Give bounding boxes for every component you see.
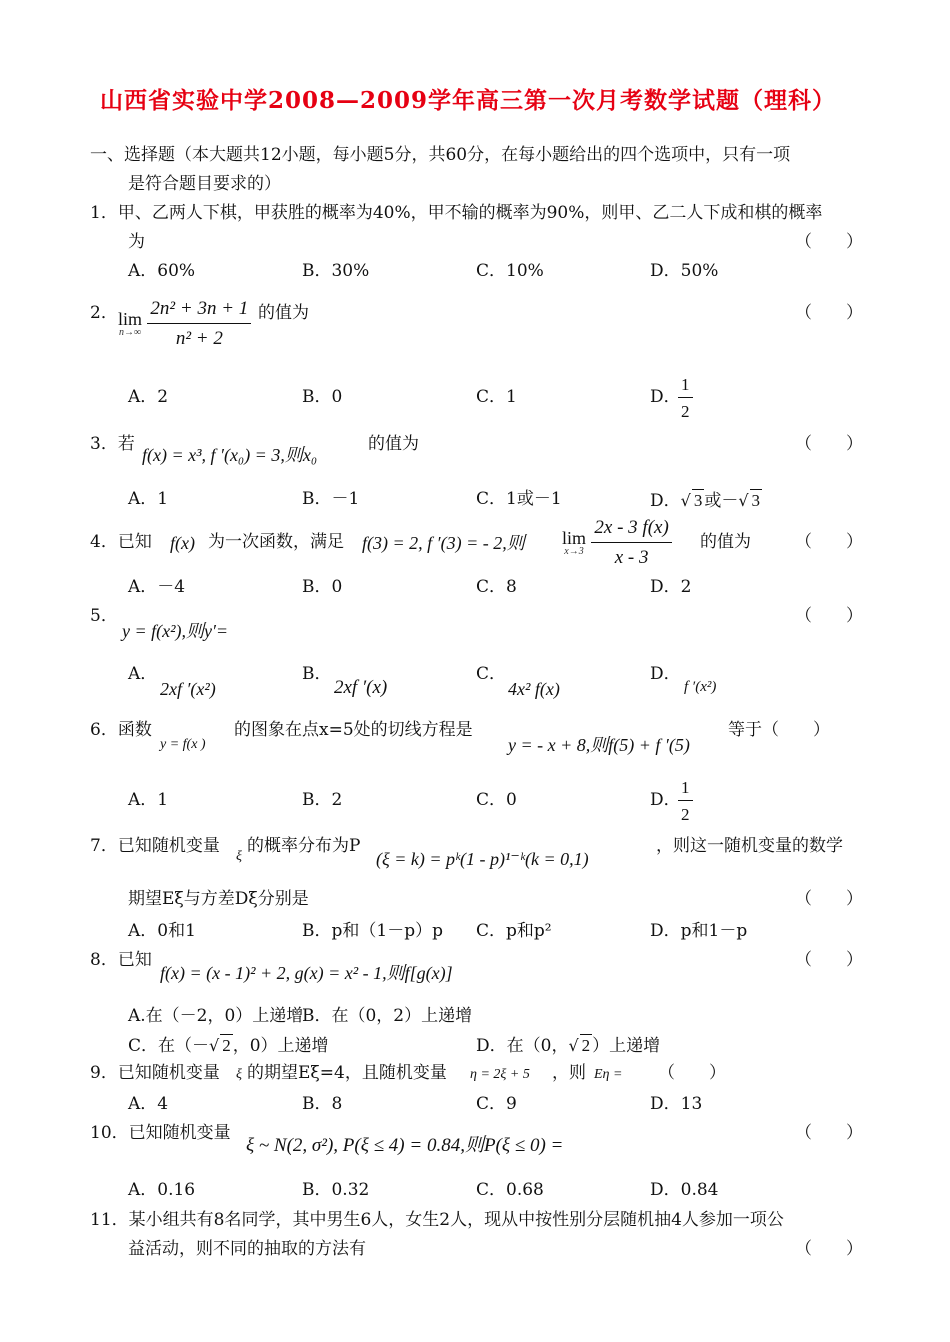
q4-answer-paren: （ ） <box>795 532 863 552</box>
q7-suffix: ，则这一随机变量的数学 <box>656 836 843 856</box>
q6-function: y = f(x ) <box>160 737 206 752</box>
q5-option-d: D． <box>650 664 681 684</box>
q4-limit-expression: lim x→3 $\frac{2x - 3 f(x)}{x - 3}$ <box>562 516 672 570</box>
q1-stem: 1．甲、乙两人下棋，甲获胜的概率为40%，甲不输的概率为90%，则甲、乙二人下成和棋的概率 <box>90 203 823 223</box>
q10-option-b: B．0.32 <box>302 1180 370 1200</box>
q4-number: 4．已知 <box>90 532 152 552</box>
q1-option-a: A．60% <box>128 261 196 281</box>
page-title: 山西省实验中学2008—2009学年高三第一次月考数学试题（理科） <box>100 87 837 114</box>
q2-option-d: D． <box>650 387 681 407</box>
q4-stem: 为一次函数，满足 <box>208 532 344 552</box>
q11-stem: 11．某小组共有8名同学，其中男生6人，女生2人，现从中按性别分层随机抽4人参加一项公 <box>90 1210 784 1230</box>
q2-limit: lim n→∞ <box>118 308 143 339</box>
q1-answer-paren: （ ） <box>795 232 863 252</box>
q7-distribution: (ξ = k) = pᵏ(1 - p)¹⁻ᵏ(k = 0,1) <box>376 849 589 869</box>
q10-expression: ξ ~ N(2, σ²), P(ξ ≤ 4) = 0.84,则P(ξ ≤ 0) = <box>246 1135 564 1156</box>
q7-option-a: A．0和1 <box>128 921 196 941</box>
q10-option-d: D．0.84 <box>650 1180 719 1200</box>
q9-answer-paren: （ ） <box>658 1063 726 1083</box>
q10-number: 10．已知随机变量 <box>90 1123 231 1143</box>
q2-option-d-fraction: $\frac{1}{2}$ <box>678 374 693 423</box>
q3-option-a: A．1 <box>128 489 169 509</box>
q1-stem-cont: 为 <box>128 232 145 252</box>
q6-stem: 的图象在点x=5处的切线方程是 <box>234 720 473 740</box>
q3-suffix: 的值为 <box>368 434 419 454</box>
q9-eta: η = 2ξ + 5 <box>470 1067 530 1082</box>
q4-fx: f(x) <box>170 533 195 553</box>
q7-stem-cont: 期望Eξ与方差Dξ分别是 <box>128 889 309 909</box>
q5-expression: y = f(x²),则y′= <box>122 621 229 641</box>
q9-option-b: B．8 <box>302 1094 343 1114</box>
q8-option-b: B．在（0，2）上递增 <box>302 1006 473 1026</box>
q2-option-b: B．0 <box>302 387 343 407</box>
q6-option-d-fraction: $\frac{1}{2}$ <box>678 777 693 826</box>
q11-answer-paren: （ ） <box>795 1239 863 1259</box>
q4-option-d: D．2 <box>650 577 692 597</box>
q2-expression <box>118 297 251 351</box>
q1-option-d: D．50% <box>650 261 719 281</box>
q3-option-b: B．－1 <box>302 489 360 509</box>
q6-number: 6．函数 <box>90 720 152 740</box>
q2-option-a: A．2 <box>128 387 169 407</box>
q6-suffix: 等于（ ） <box>728 720 830 740</box>
q7-xi: ξ <box>236 849 242 864</box>
q8-number: 8．已知 <box>90 950 152 970</box>
q3-number: 3．若 <box>90 434 135 454</box>
q5-answer-paren: （ ） <box>795 606 863 626</box>
q8-option-d: D．在（0，√ 2 ）上递增 <box>476 1036 661 1056</box>
q9-option-a: A．4 <box>128 1094 169 1114</box>
q9-option-d: D．13 <box>650 1094 703 1114</box>
q7-number: 7．已知随机变量 <box>90 836 220 856</box>
q2-option-c: C．1 <box>476 387 517 407</box>
q4-condition: f(3) = 2, f ′(3) = - 2,则 <box>362 533 525 553</box>
q2-number: 2． <box>90 303 118 323</box>
q6-tangent: y = - x + 8,则f(5) + f ′(5) <box>508 735 690 755</box>
q5-option-b-expr: 2xf ′(x) <box>334 677 388 698</box>
q9-stem: 的期望Eξ=4，且随机变量 <box>247 1063 447 1083</box>
q6-option-a: A．1 <box>128 790 169 810</box>
section-heading-cont: 是符合题目要求的） <box>128 174 281 194</box>
q10-option-a: A．0.16 <box>128 1180 196 1200</box>
q8-answer-paren: （ ） <box>795 950 863 970</box>
q5-number: 5． <box>90 606 118 626</box>
q7-option-d: D．p和1－p <box>650 921 748 941</box>
q5-option-a: A． <box>128 664 158 684</box>
section-heading: 一、选择题（本大题共12小题，每小题5分，共60分，在每小题给出的四个选项中，只有一项 <box>90 145 791 165</box>
q11-stem-cont: 益活动，则不同的抽取的方法有 <box>128 1239 366 1259</box>
q5-option-b: B． <box>302 664 332 684</box>
q6-option-c: C．0 <box>476 790 517 810</box>
q3-expression: f(x) = x³, f ′(x₀) = 3,则x₀ <box>142 445 318 465</box>
q1-option-c: C．10% <box>476 261 544 281</box>
q3-answer-paren: （ ） <box>795 434 863 454</box>
q6-option-d: D． <box>650 790 681 810</box>
q5-option-c: C． <box>476 664 507 684</box>
q8-option-c: C．在（－√ 2 ，0）上递增 <box>128 1036 329 1056</box>
q7-option-c: C．p和p² <box>476 921 552 941</box>
q7-stem: 的概率分布为P <box>247 836 361 856</box>
q8-option-a: A.在（－2，0）上递增 <box>128 1006 304 1026</box>
q4-option-c: C．8 <box>476 577 517 597</box>
q1-option-b: B．30% <box>302 261 370 281</box>
q8-expression: f(x) = (x - 1)² + 2, g(x) = x² - 1,则f[g(x)] <box>160 963 453 983</box>
q4-option-b: B．0 <box>302 577 343 597</box>
q7-option-b: B．p和（1－p）p <box>302 921 443 941</box>
q5-option-d-expr: f ′(x²) <box>684 679 717 695</box>
q5-option-a-expr: 2xf ′(x²) <box>160 679 216 699</box>
q5-option-c-expr: 4x² f(x) <box>508 679 560 699</box>
q9-expectation: Eη = <box>594 1067 623 1082</box>
q4-suffix: 的值为 <box>700 532 751 552</box>
q6-option-b: B．2 <box>302 790 343 810</box>
q10-option-c: C．0.68 <box>476 1180 544 1200</box>
q9-option-c: C．9 <box>476 1094 517 1114</box>
q9-number: 9．已知随机变量 <box>90 1063 220 1083</box>
q4-option-a: A．－4 <box>128 577 186 597</box>
q10-answer-paren: （ ） <box>795 1123 863 1143</box>
q2-suffix: 的值为 <box>258 303 309 323</box>
q9-xi: ξ <box>236 1067 242 1082</box>
q7-answer-paren: （ ） <box>795 889 863 909</box>
q2-fraction: $\frac{\text{2n² + 3n + 1}}{\text{n² + 2}}$ <box>147 297 251 351</box>
q2-answer-paren: （ ） <box>795 303 863 323</box>
q3-option-c: C．1或－1 <box>476 489 562 509</box>
q3-option-d: D．√ 3 或－√ 3 <box>650 491 761 511</box>
q9-stem-2: ，则 <box>552 1063 586 1083</box>
